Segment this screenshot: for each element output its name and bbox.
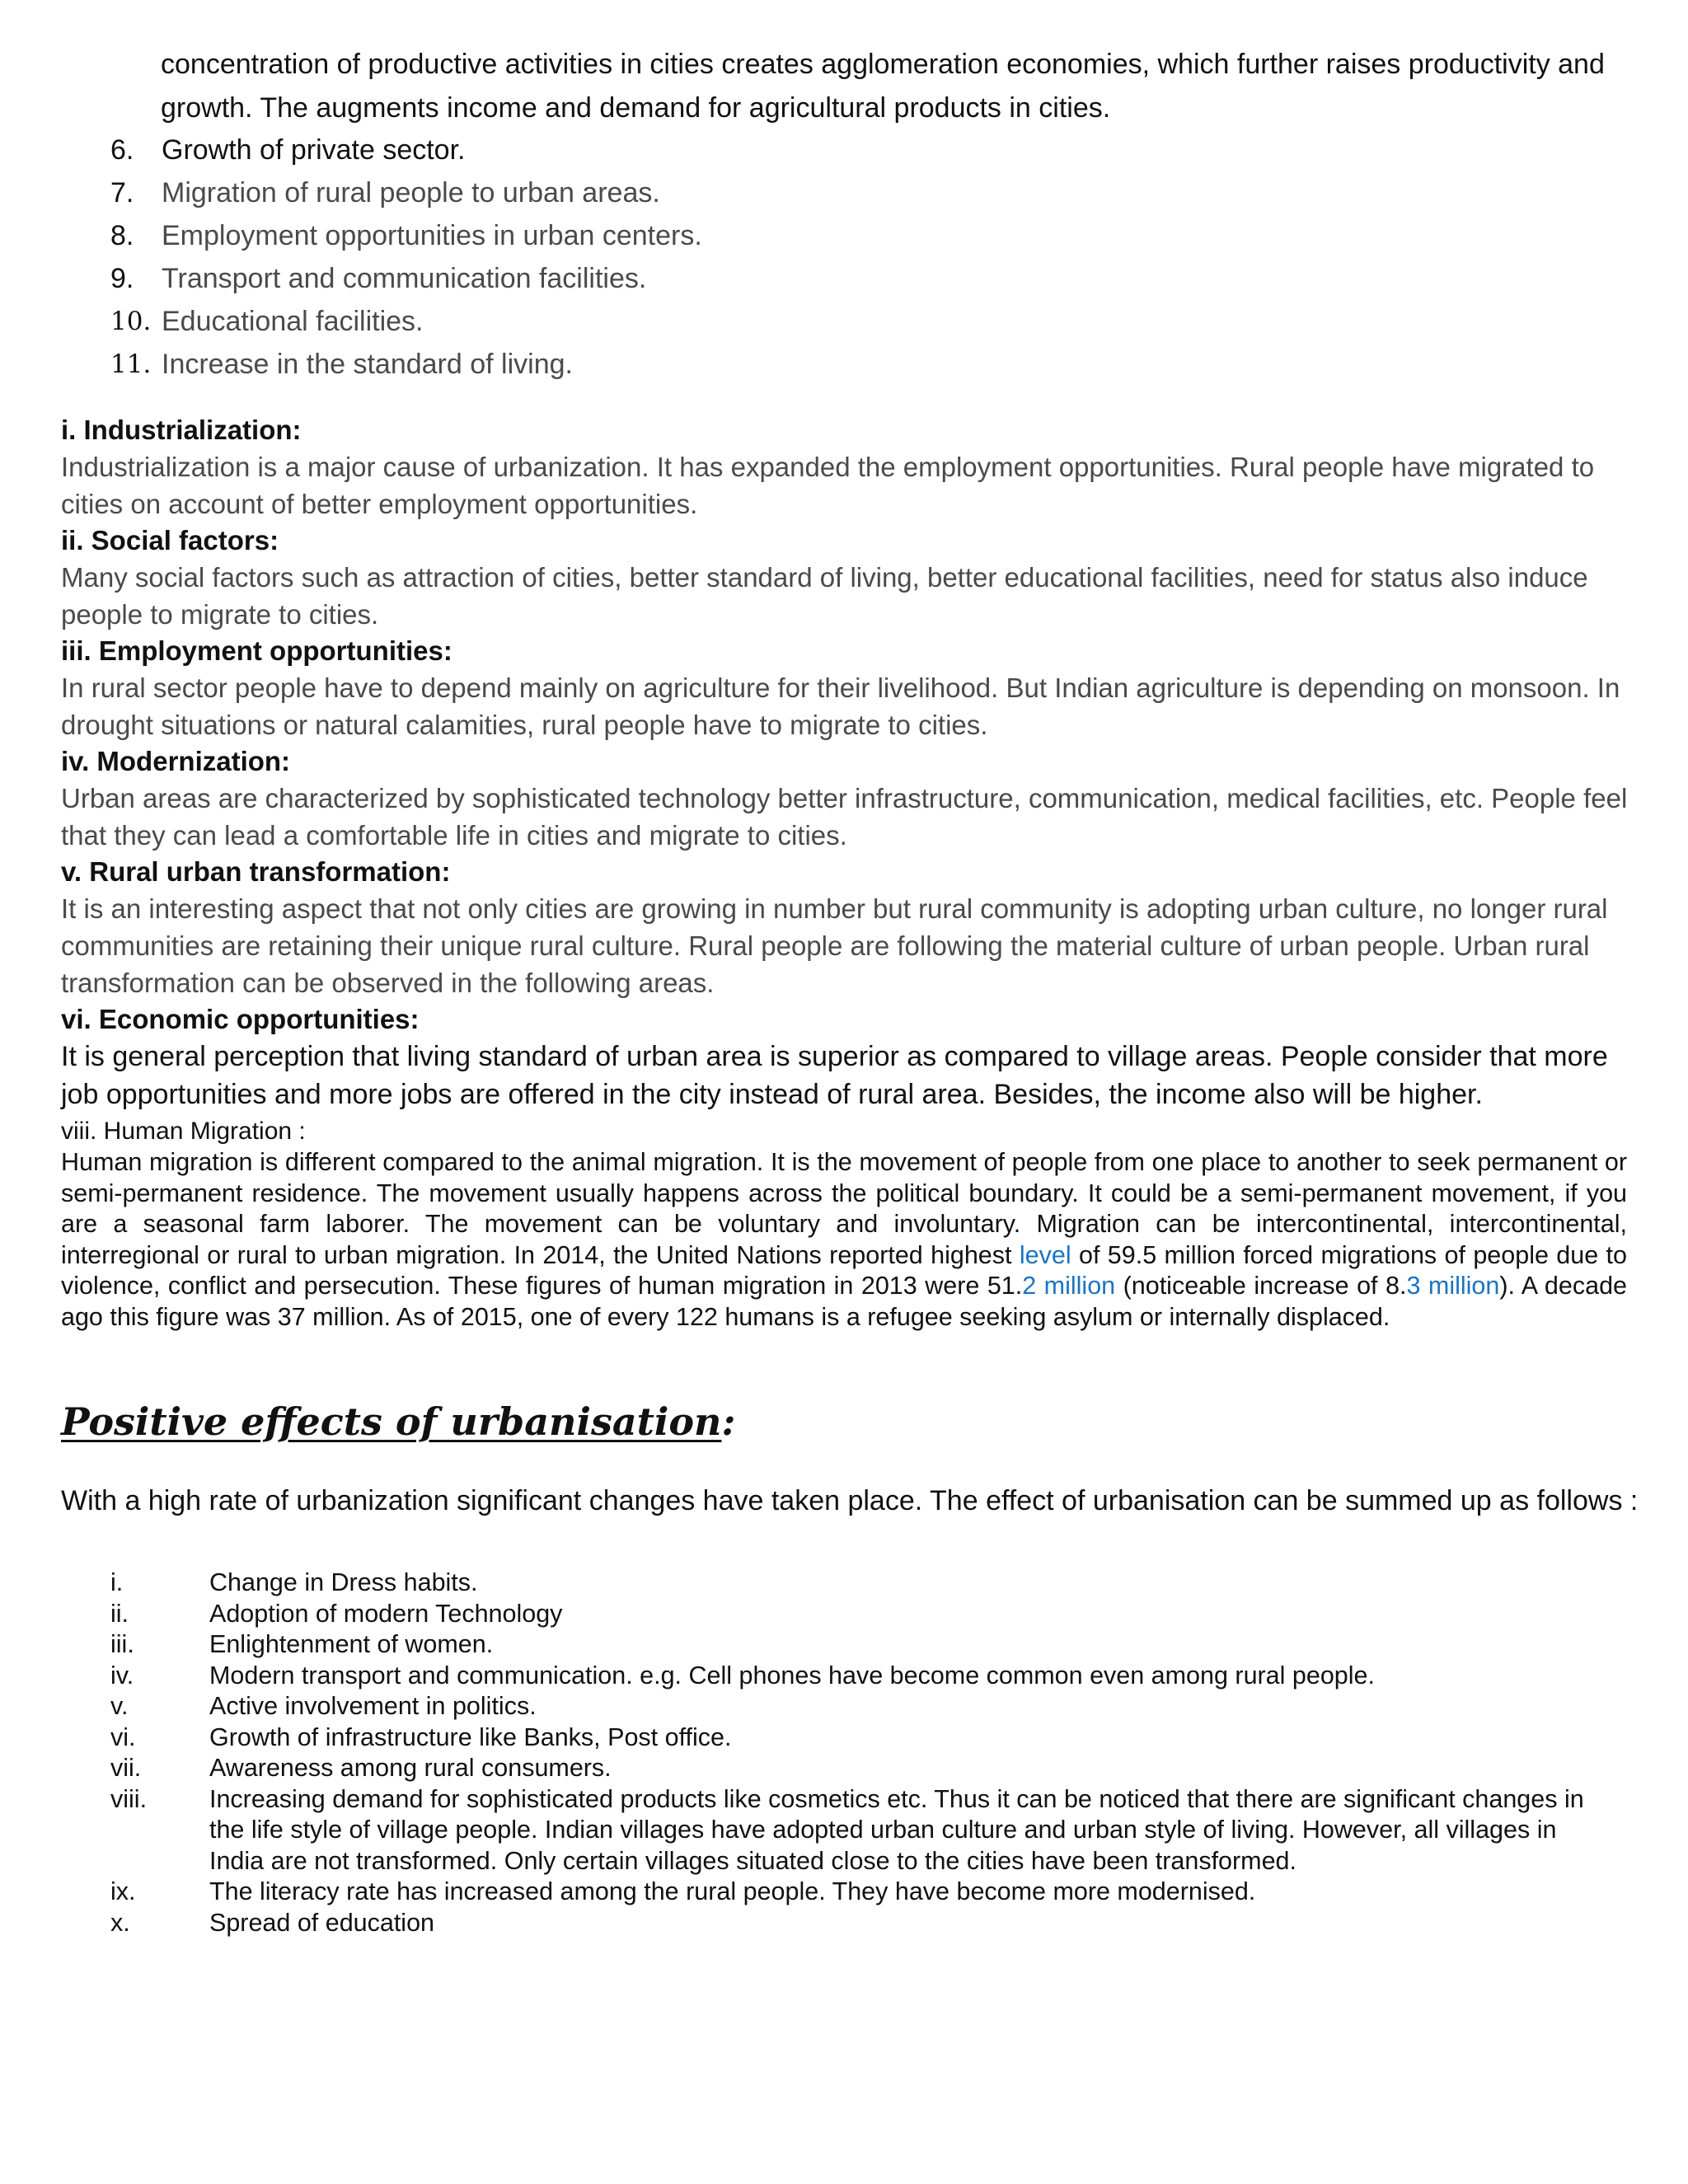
section-heading: vi. Economic opportunities: xyxy=(61,1004,420,1034)
list-item xyxy=(110,1691,1594,1722)
level-link[interactable]: level xyxy=(1019,1240,1071,1269)
list-text: Adoption of modern Technology xyxy=(209,1599,563,1628)
list-number: viii. xyxy=(110,1784,148,1813)
cause-numbered-list xyxy=(107,129,1591,386)
list-text: Awareness among rural consumers. xyxy=(209,1754,612,1782)
list-text: Change in Dress habits. xyxy=(209,1568,478,1596)
migration-text: ). A decade ago this figure was 37 million. As of 2015, one of every 122 humans is a refugee seeking asylum or internally displaced. xyxy=(61,1272,1627,1331)
section-body: Industrialization is a major cause of urbanization. It has expanded the employment opportunities. Rural people have migrated to cities on account of better employment opportunities. xyxy=(61,452,1595,519)
effects-heading xyxy=(61,1399,735,1444)
list-number: ii. xyxy=(110,1599,129,1628)
section-heading: ii. Social factors: xyxy=(61,525,279,555)
section-body: Urban areas are characterized by sophisticated technology better infrastructure, communication, medical facilities, etc. People feel that they can lead a comfortable life in cities and migrate to cities. xyxy=(61,783,1628,851)
million-link[interactable]: 3 million xyxy=(1406,1272,1500,1300)
list-number: 11. xyxy=(110,349,152,379)
list-item xyxy=(110,1784,1594,1877)
list-number: iv. xyxy=(110,1661,134,1690)
intro-continuation: concentration of productive activities in cities creates agglomeration economies, which further raises productivity and growth. The augments income and demand for agricultural products in cities. xyxy=(161,49,1605,124)
list-number: iii. xyxy=(110,1630,134,1658)
list-item xyxy=(110,1877,1594,1908)
list-item xyxy=(110,1908,1594,1939)
list-item xyxy=(110,1661,1594,1692)
list-item xyxy=(107,129,1591,171)
list-number: x. xyxy=(110,1908,130,1937)
list-item xyxy=(110,1753,1594,1784)
list-number: vi. xyxy=(110,1722,136,1751)
list-item xyxy=(107,171,1591,214)
effects-heading-text: Positive effects of urbanisation xyxy=(61,1399,722,1444)
list-text: Educational facilities. xyxy=(162,306,424,337)
list-text: Increasing demand for sophisticated products like cosmetics etc. Thus it can be noticed that there are significant changes in the life style of village people. Indian villages have adopted urban culture and urban style of living. However, all villages in India are not transformed. Only certain villages situated close to the cities have been transformed. xyxy=(209,1784,1584,1875)
list-number: v. xyxy=(110,1692,129,1720)
list-number: vii. xyxy=(110,1754,142,1782)
list-text: Migration of rural people to urban areas. xyxy=(162,177,660,209)
list-text: Growth of infrastructure like Banks, Post office. xyxy=(209,1722,732,1751)
list-item xyxy=(110,1722,1594,1754)
section-heading: iii. Employment opportunities: xyxy=(61,635,452,666)
section-body: It is an interesting aspect that not only cities are growing in number but rural community is adopting urban culture, no longer rural communities are retaining their unique rural culture. Rural people are following the material culture of urban people. Urban rural transformation can be observed in the following areas. xyxy=(61,893,1608,998)
list-item xyxy=(107,214,1591,257)
list-text: Spread of education xyxy=(209,1908,435,1937)
list-number: 10. xyxy=(110,307,152,336)
section-heading: iv. Modernization: xyxy=(61,746,291,776)
million-link[interactable]: 2 million xyxy=(1022,1272,1116,1300)
list-text: The literacy rate has increased among the rural people. They have become more modernised. xyxy=(209,1877,1256,1905)
list-number: 8. xyxy=(110,220,134,251)
section-heading: v. Rural urban transformation: xyxy=(61,856,451,887)
list-number: 7. xyxy=(110,177,134,209)
cause-sections xyxy=(61,412,1643,1113)
list-number: ix. xyxy=(110,1877,136,1905)
list-text: Enlightenment of women. xyxy=(209,1630,494,1658)
list-text: Employment opportunities in urban centers. xyxy=(162,220,702,251)
list-item xyxy=(107,257,1591,300)
migration-text: Human migration is different compared to the animal migration. It is the movement of people from one place to another to seek permanent or semi-permanent residence. The movement usually happens across the political boundary. It could be a semi-permanent movement, if you are a seasonal farm laborer. The movement can be voluntary and involuntary. Migration can be intercontinental, intercontinental, interregional or rural to urban migration. In 2014, the United Nations reported highest xyxy=(61,1148,1627,1269)
effects-heading-colon: : xyxy=(721,1399,736,1444)
section-body: It is general perception that living standard of urban area is superior as compared to village areas. People consider that more job opportunities and more jobs are offered in the city instead of rural area. Besides, the income also will be higher. xyxy=(61,1041,1608,1110)
list-number: 6. xyxy=(110,134,134,166)
migration-heading: viii. Human Migration : xyxy=(61,1118,306,1145)
section-body: In rural sector people have to depend mainly on agriculture for their livelihood. But Indian agriculture is depending on monsoon. In drought situations or natural calamities, rural people have to migrate to cities. xyxy=(61,673,1620,740)
effects-intro: With a high rate of urbanization significant changes have taken place. The effect of urbanisation can be summed up as follows : xyxy=(61,1485,1639,1516)
section-body: Many social factors such as attraction of cities, better standard of living, better educational facilities, need for status also induce people to migrate to cities. xyxy=(61,562,1588,630)
list-item xyxy=(110,1599,1594,1630)
list-text: Modern transport and communication. e.g. Cell phones have become common even among rural people. xyxy=(209,1661,1375,1690)
migration-paragraph xyxy=(61,1147,1627,1333)
list-item xyxy=(107,300,1591,343)
list-text: Growth of private sector. xyxy=(162,134,466,166)
list-number: i. xyxy=(110,1568,124,1596)
list-item xyxy=(110,1629,1594,1661)
effects-list xyxy=(110,1568,1594,1938)
list-item xyxy=(110,1568,1594,1599)
list-number: 9. xyxy=(110,263,134,294)
list-text: Active involvement in politics. xyxy=(209,1692,537,1720)
section-heading: i. Industrialization: xyxy=(61,415,302,445)
migration-text: (noticeable increase of 8. xyxy=(1115,1272,1407,1300)
list-text: Increase in the standard of living. xyxy=(162,349,573,380)
list-text: Transport and communication facilities. xyxy=(162,263,647,294)
migration-text: of 59.5 million forced migrations of people due to violence, conflict and persecution. These figures of human migration in 2013 were 51. xyxy=(61,1240,1627,1300)
list-item xyxy=(107,343,1591,386)
